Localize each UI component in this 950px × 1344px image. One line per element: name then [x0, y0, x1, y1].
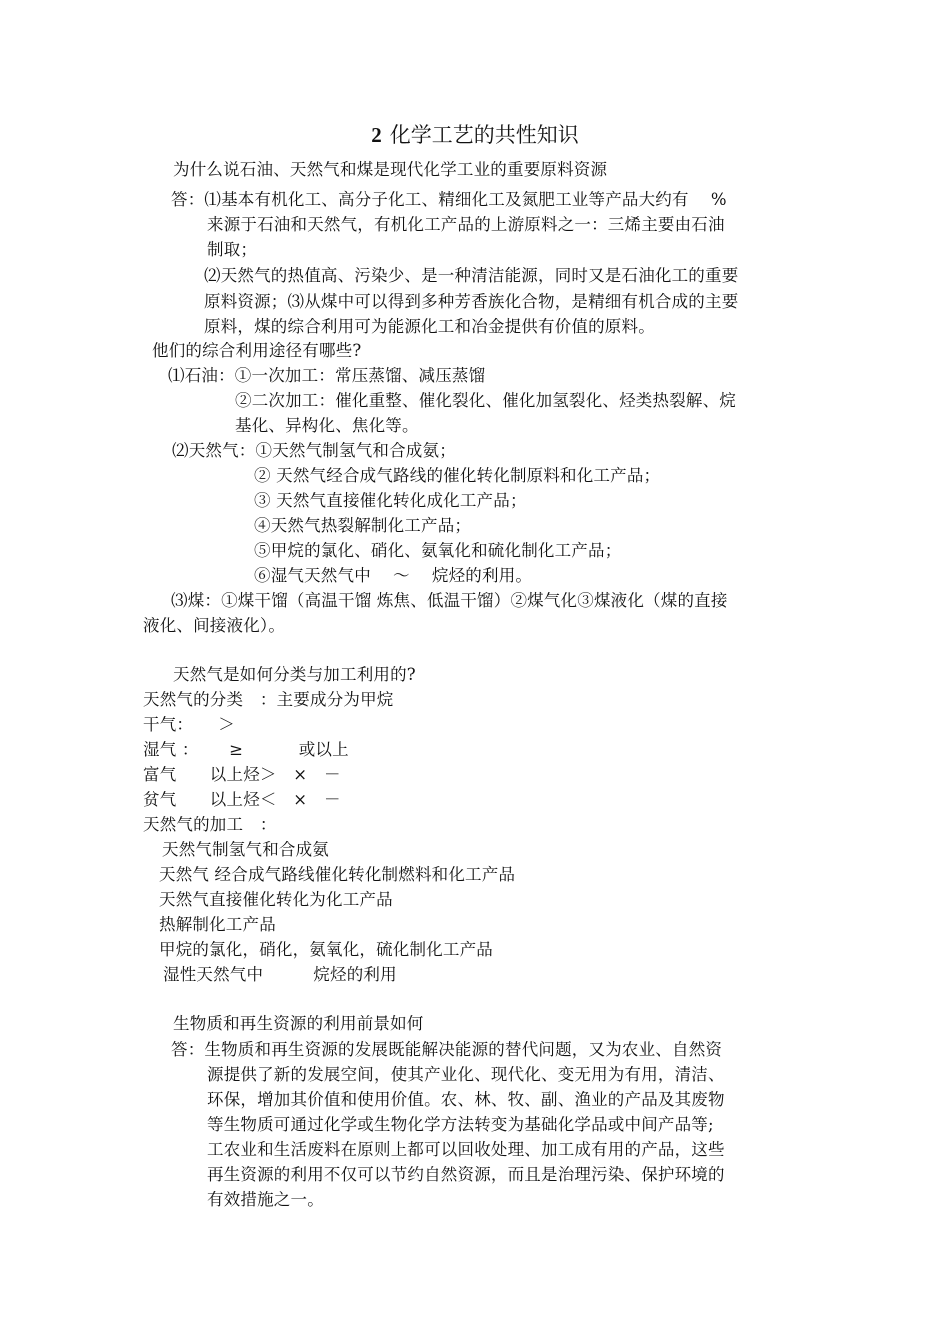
- section4-answer-line: 再生资源的利用不仅可以节约自然资源，而且是治理污染、保护环境的: [207, 1165, 725, 1184]
- section1-answer-line: 来源于石油和天然气，有机化工产品的上游原料之一：三烯主要由石油: [207, 215, 725, 234]
- section4-answer-line: 等生物质可通过化学或生物化学方法转变为基础化学品或中间产品等;: [207, 1115, 714, 1134]
- section1-answer-line: 原料，煤的综合利用可为能源化工和冶金提供有价值的原料。: [204, 317, 655, 336]
- section3-line: 天然气直接催化转化为化工产品: [159, 890, 393, 909]
- section2-line: ⑤甲烷的氯化、硝化、氨氧化和硫化制化工产品；: [254, 541, 622, 560]
- section2-line: ② 天然气经合成气路线的催化转化制原料和化工产品；: [254, 466, 661, 485]
- section1-answer-line: 原料资源；⑶从煤中可以得到多种芳香族化合物，是精细有机合成的主要: [204, 292, 739, 311]
- section3-line: 天然气的加工 ：: [143, 815, 277, 834]
- section1-answer-line: 答：⑴基本有机化工、高分子化工、精细化工及氮肥工业等产品大约有 %: [171, 190, 727, 209]
- section3-line: 干气： ＞: [143, 715, 235, 734]
- section3-line: 热解制化工产品: [159, 915, 276, 934]
- section1-answer-line: ⑵天然气的热值高、污染少、是一种清洁能源，同时又是石油化工的重要: [204, 266, 739, 285]
- section2-line: ④天然气热裂解制化工产品；: [254, 516, 472, 535]
- section1-answer-line: 制取；: [207, 240, 258, 259]
- section3-line: 湿性天然气中 烷烃的利用: [163, 965, 397, 984]
- section2-question: 他们的综合利用途径有哪些?: [152, 341, 362, 360]
- section3-line: 湿气 ： ≥ 或以上: [143, 740, 349, 759]
- section2-line: 基化、异构化、焦化等。: [235, 416, 419, 435]
- section2-line: 液化、间接液化）。: [143, 616, 286, 635]
- section3-line: 甲烷的氯化，硝化，氨氧化，硫化制化工产品: [159, 940, 493, 959]
- section2-line: ②二次加工：催化重整、催化裂化、催化加氢裂化、烃类热裂解、烷: [235, 391, 736, 410]
- section2-line: ⑥湿气天然气中 ～ 烷烃的利用。: [254, 566, 533, 585]
- title-text: 化学工艺的共性知识: [389, 123, 579, 147]
- section4-answer-line: 源提供了新的发展空间，使其产业化、现代化、变无用为有用，清洁、: [207, 1065, 725, 1084]
- section3-line: 贫气 以上烃＜ × －: [143, 790, 341, 809]
- page-title: [0, 120, 950, 150]
- section2-line: ⑵天然气：①天然气制氢气和合成氨；: [172, 441, 456, 460]
- section3-question: 天然气是如何分类与加工利用的?: [173, 665, 416, 684]
- section4-answer-line: 环保，增加其价值和使用价值。农、林、牧、副、渔业的产品及其废物: [207, 1090, 725, 1109]
- section4-answer-line: 有效措施之一。: [207, 1190, 324, 1209]
- section4-answer-line: 工农业和生活废料在原则上都可以回收处理、加工成有用的产品，这些: [207, 1140, 725, 1159]
- section1-question: 为什么说石油、天然气和煤是现代化学工业的重要原料资源: [173, 160, 608, 179]
- section3-line: 天然气的分类 ：主要成分为甲烷: [143, 690, 394, 709]
- section3-line: 富气 以上烃＞ × －: [143, 765, 341, 784]
- section4-question: 生物质和再生资源的利用前景如何: [173, 1014, 424, 1033]
- section2-line: ⑴石油：①一次加工：常压蒸馏、减压蒸馏: [168, 366, 486, 385]
- title-number: 2: [371, 123, 382, 147]
- section3-line: 天然气 经合成气路线催化转化制燃料和化工产品: [159, 865, 516, 884]
- section2-line: ⑶煤：①煤干馏（高温干馏 炼焦、低温干馏）②煤气化③煤液化（煤的直接: [171, 591, 728, 610]
- section4-answer-line: 答：生物质和再生资源的发展既能解决能源的替代问题，又为农业、自然资: [171, 1040, 723, 1059]
- section2-line: ③ 天然气直接催化转化成化工产品；: [254, 491, 527, 510]
- section3-line: 天然气制氢气和合成氨: [162, 840, 329, 859]
